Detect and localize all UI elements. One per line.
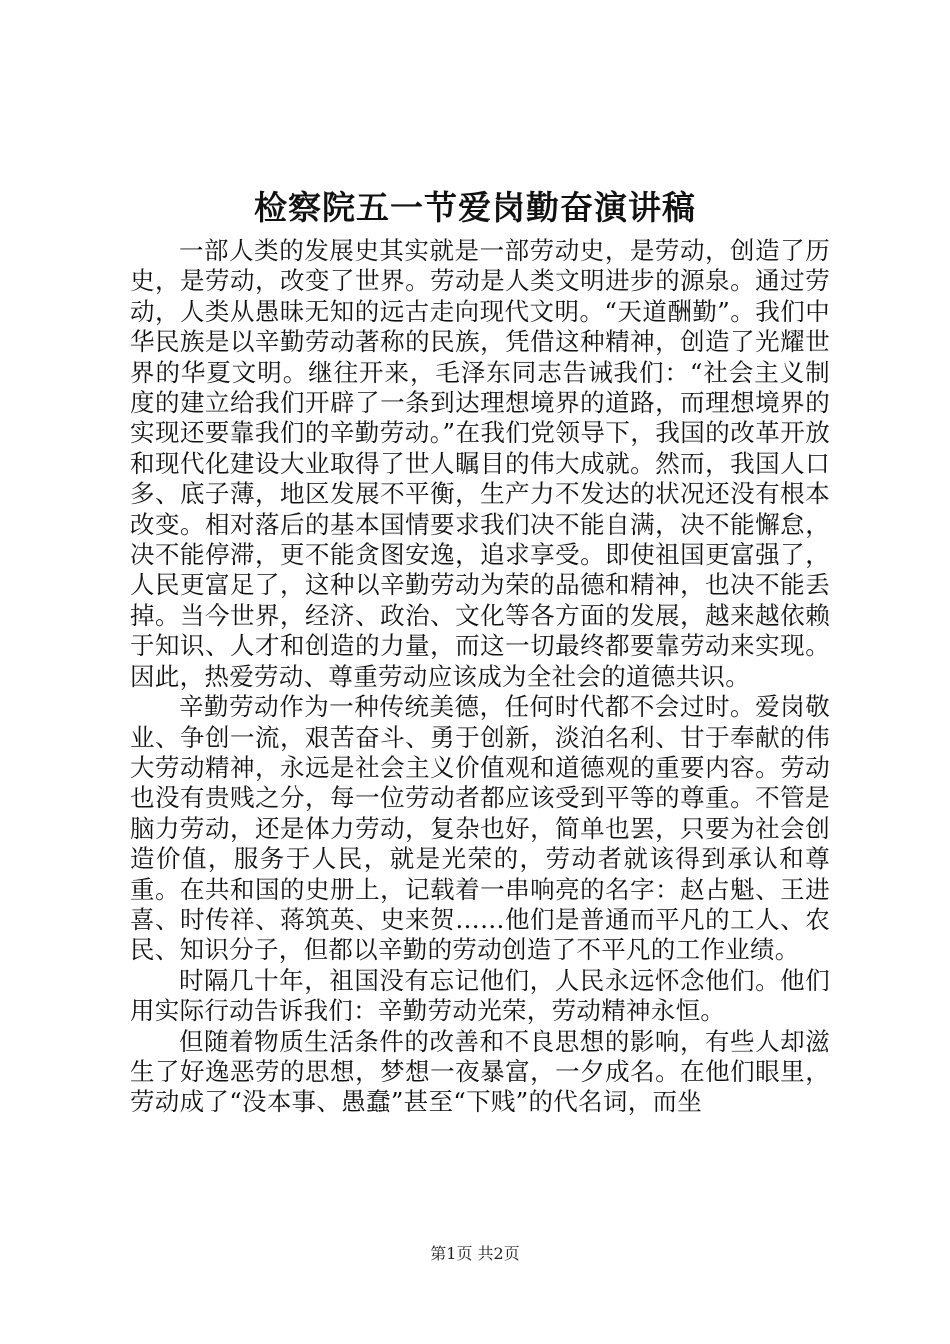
speech-body xyxy=(130,236,830,1118)
paragraph: 时隔几十年，祖国没有忘记他们，人民永远怀念他们。他们用实际行动告诉我们：辛勤劳动光荣，劳动精神永恒。 xyxy=(130,965,830,1026)
page-title: 检察院五一节爱岗勤奋演讲稿 xyxy=(254,188,696,227)
paragraph: 一部人类的发展史其实就是一部劳动史，是劳动，创造了历史，是劳动，改变了世界。劳动是人类文明进步的源泉。通过劳动，人类从愚昧无知的远古走向现代文明。“天道酬勤”。我们中华民族是以辛勤劳动著称的民族，凭借这种精神，创造了光耀世界的华夏文明。继往开来，毛泽东同志告诫我们：“社会主义制度的建立给我们开辟了一条到达理想境界的道路，而理想境界的实现还要靠我们的辛勤劳动。”在我们党领导下，我国的改革开放和现代化建设大业取得了世人瞩目的伟大成就。然而，我国人口多、底子薄，地区发展不平衡，生产力不发达的状况还没有根本改变。相对落后的基本国情要求我们决不能自满，决不能懈怠，决不能停滞，更不能贪图安逸，追求享受。即使祖国更富强了，人民更富足了，这种以辛勤劳动为荣的品德和精神，也决不能丢掉。当今世界，经济、政治、文化等各方面的发展，越来越依赖于知识、人才和创造的力量，而这一切最终都要靠劳动来实现。因此，热爱劳动、尊重劳动应该成为全社会的道德共识。 xyxy=(130,236,830,691)
page-number-footer: 第1页 共2页 xyxy=(430,1244,520,1263)
paragraph: 但随着物质生活条件的改善和不良思想的影响，有些人却滋生了好逸恶劳的思想，梦想一夜暴富，一夕成名。在他们眼里，劳动成了“没本事、愚蠢”甚至“下贱”的代名词，而坐 xyxy=(130,1026,830,1117)
paragraph: 辛勤劳动作为一种传统美德，任何时代都不会过时。爱岗敬业、争创一流，艰苦奋斗、勇于创新，淡泊名利、甘于奉献的伟大劳动精神，永远是社会主义价值观和道德观的重要内容。劳动也没有贵贱之分，每一位劳动者都应该受到平等的尊重。不管是脑力劳动，还是体力劳动，复杂也好，简单也罢，只要为社会创造价值，服务于人民，就是光荣的，劳动者就该得到承认和尊重。在共和国的史册上，记载着一串响亮的名字：赵占魁、王进喜、时传祥、蒋筑英、史来贺……他们是普通而平凡的工人、农民、知识分子，但都以辛勤的劳动创造了不平凡的工作业绩。 xyxy=(130,692,830,965)
